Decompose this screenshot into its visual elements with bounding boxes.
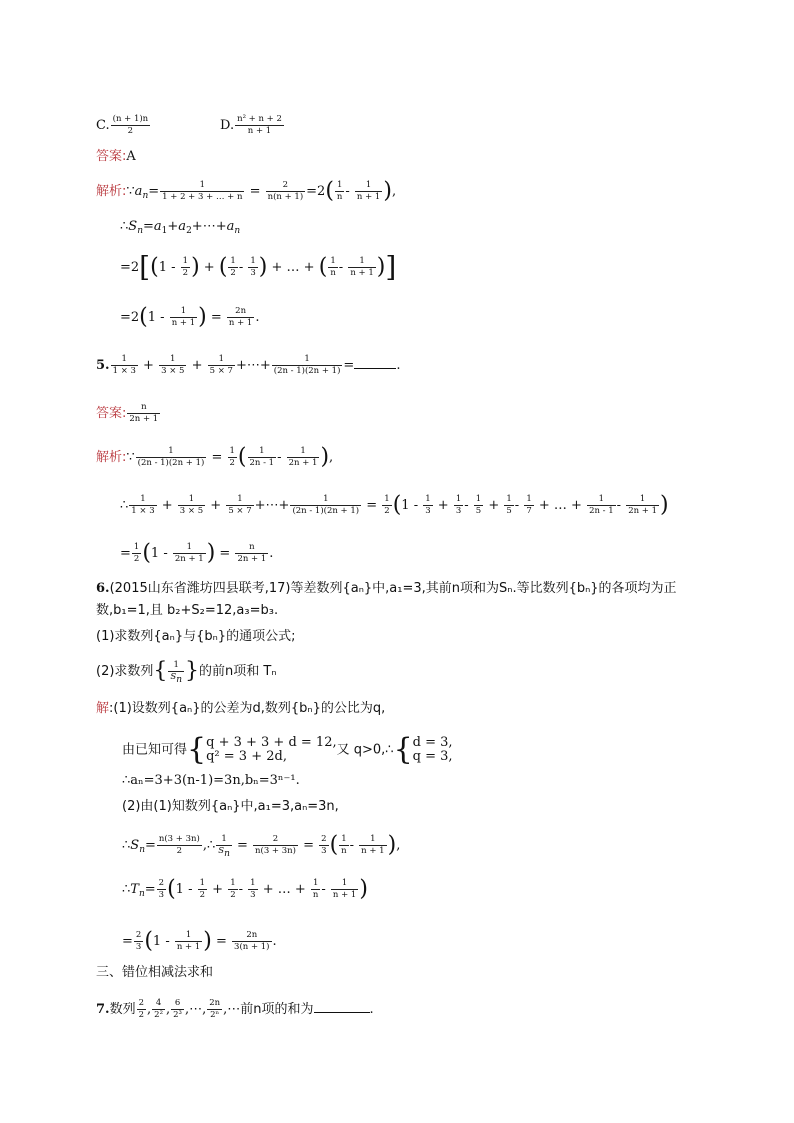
q4-solution-line-4: =2(1 - $\frac{1}{n + 1}$ ) = $\frac{2n}{n + 1}$ . bbox=[120, 304, 260, 330]
q5-answer: 答案: $\frac{n}{2n + 1}$ bbox=[96, 402, 159, 424]
q5-solution-line-1: 解析:∵ $\frac{1}{(2n - 1)(2n + 1)}$ = $\frac{1}{2}$ ( $\frac{1}{2n - 1}$ - $\frac{1}{2n + 1}$ ), bbox=[96, 444, 334, 470]
q6-question-line-1: 6.(2015山东省潍坊四县联考,17)等差数列{aₙ}中,a₁=3,其前n项和为Sₙ.等比数列{bₙ}的各项均为正 bbox=[96, 581, 677, 596]
q6-solution-tn: $\therefore T_n=$ $\frac{2}{3}$ (1 - $\frac{1}{2}$ + $\frac{1}{2}$ - $\frac{1}{3}$ + … + $\frac{1}{n}$ - $\frac{1}{n + 1}$ ) bbox=[122, 876, 368, 902]
q6-solution-line-1: 解:(1)设数列{aₙ}的公差为d,数列{bₙ}的公比为q, bbox=[96, 701, 386, 716]
q6-solution-general-terms: ∴aₙ=3+3(n-1)=3n,bₙ=3ⁿ⁻¹. bbox=[122, 773, 300, 788]
q5-answer-fraction: $\frac{n}{2n + 1}$ bbox=[129, 402, 159, 424]
q4-answer: 答案:A bbox=[96, 149, 136, 164]
q6-solution-system: 由已知可得{ q + 3 + 3 + d = 12, q² = 3 + 2d, 又 q>0,∴{ d = 3, q = 3, bbox=[122, 732, 453, 767]
q6-question-line-2: 数,b₁=1,且 b₂+S₂=12,a₃=b₃. bbox=[96, 603, 279, 618]
option-c-label: C. bbox=[96, 118, 110, 133]
q5-solution-line-3: = $\frac{1}{2}$ (1 - $\frac{1}{2n + 1}$ ) = $\frac{n}{2n + 1}$ . bbox=[120, 540, 274, 566]
q7-question: 7.数列 $\frac{2}{2}$ , $\frac{4}{\text{2²}}$ , $\frac{6}{\text{2³}}$ ,⋯, $\frac{2n}{\text{2ⁿ}}$ ,⋯前n项的和为 . bbox=[96, 998, 374, 1020]
option-d-fraction: $\frac{\text{n² + n + 2}}{n + 1}$ bbox=[237, 114, 282, 136]
q4-solution-line-2: $\therefore S_n=a_1+a_2+\cdots+a_n$ bbox=[120, 219, 241, 236]
option-d-label: D. bbox=[220, 118, 235, 133]
q7-answer-blank bbox=[314, 1000, 370, 1013]
q6-solution-result: = $\frac{2}{3}$ (1 - $\frac{1}{n + 1}$ ) = $\frac{2n}{3(n + 1)}$ . bbox=[122, 928, 277, 954]
q6-solution-sn: $\therefore S_n=$ $\frac{n(3 + 3n)}{2}$ ,∴ $\frac{1}{S_n}$ = $\frac{2}{n(3 + 3n)}$ = $\frac{2}{3}$ ( $\frac{1}{n}$ - $\frac{1}{n + 1}$ ), bbox=[122, 832, 401, 859]
q5-solution-line-2: ∴ $\frac{1}{1 \times 3}$ + $\frac{1}{3 \times 5}$ + $\frac{1}{5 \times 7}$ +⋯+ $\frac{1}{(2n - 1)(2n + 1)}$ = $\frac{1}{2}$ (1 - $\frac{1}{3}$ + $\frac{1}{3}$ - $\frac{1}{5}$ + $\frac{1}{5}$ - $\frac{1}{7}$ + … + $\frac{1}{2n - 1}$ - $\frac{1}{2n + 1}$ ) bbox=[120, 492, 669, 518]
q5-answer-blank bbox=[354, 356, 396, 369]
q6-part-2: (2)求数列{ $\frac{1}{S_n}$ }的前n项和 Tₙ bbox=[96, 658, 277, 685]
section-title: 三、错位相减法求和 bbox=[96, 965, 214, 980]
q5-question: 5. $\frac{1}{1 \times 3}$ + $\frac{1}{3 \times 5}$ + $\frac{1}{5 \times 7}$ +⋯+ $\frac{1}{(2n - 1)(2n + 1)}$ = . bbox=[96, 354, 401, 376]
option-c bbox=[96, 114, 151, 137]
option-c-fraction: $\frac{(n + 1)n}{2}$ bbox=[112, 114, 149, 136]
q6-solution-part-2: (2)由(1)知数列{aₙ}中,a₁=3,aₙ=3n, bbox=[122, 799, 339, 814]
option-d bbox=[220, 114, 285, 137]
q6-part-1: (1)求数列{aₙ}与{bₙ}的通项公式; bbox=[96, 629, 296, 644]
q4-solution-line-3: =2[(1 - $\frac{1}{2}$ ) + ( $\frac{1}{2}$ - $\frac{1}{3}$ ) + … + ( $\frac{1}{n}$ - $\frac{1}{n + 1}$ )] bbox=[120, 250, 397, 284]
q4-solution-line-1: 解析$:\because a_n=$ $\frac{1}{1 + 2 + 3 + \dots + n}$ = $\frac{2}{n(n + 1)}$ =2( $\frac{1}{n}$ - $\frac{1}{n + 1}$ ), bbox=[96, 178, 397, 204]
